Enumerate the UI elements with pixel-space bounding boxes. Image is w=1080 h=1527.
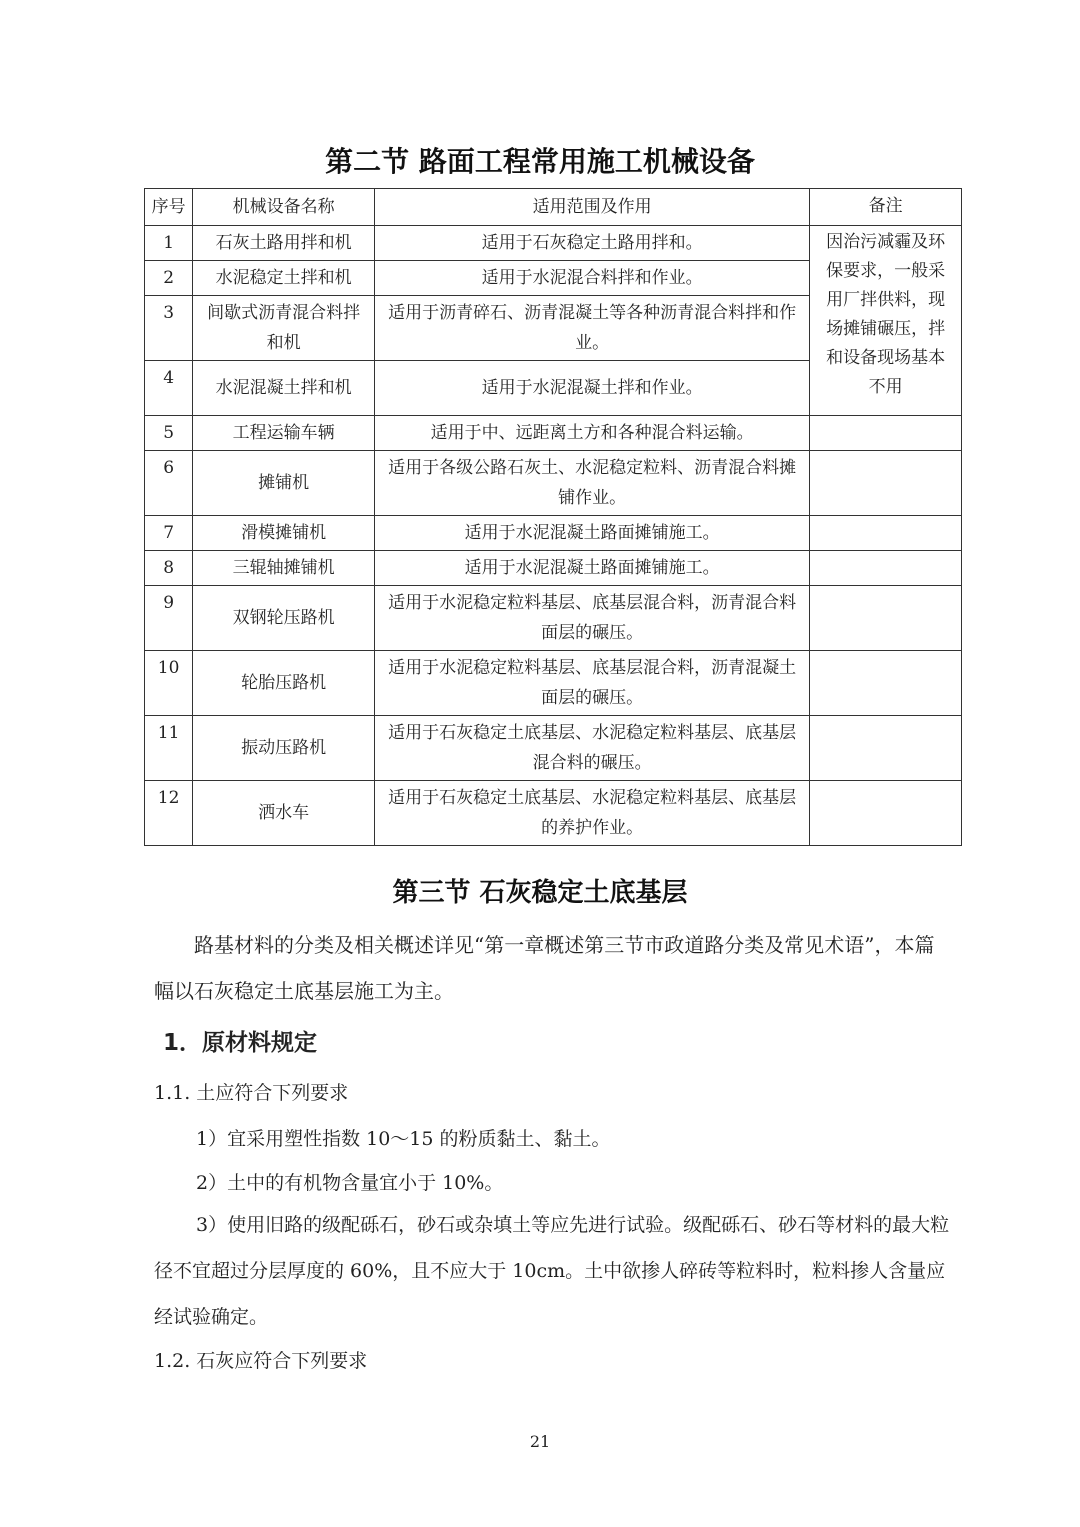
table-row bbox=[145, 516, 962, 551]
row-note bbox=[810, 551, 962, 586]
row-name: 洒水车 bbox=[193, 781, 375, 846]
table-header-row bbox=[145, 189, 962, 226]
section-2-title: 第二节 路面工程常用施工机械设备 bbox=[325, 145, 755, 178]
remark-cell: 因治污减霾及环保要求，一般采用厂拌供料，现场摊铺碾压，拌和设备现场基本不用 bbox=[810, 226, 962, 416]
row-no: 2 bbox=[145, 261, 193, 296]
row-note bbox=[810, 586, 962, 651]
row-name: 振动压路机 bbox=[193, 716, 375, 781]
row-no: 1 bbox=[145, 226, 193, 261]
table-row bbox=[145, 226, 962, 261]
row-name: 石灰土路用拌和机 bbox=[193, 226, 375, 261]
header-no: 序号 bbox=[145, 189, 193, 226]
row-name: 水泥稳定土拌和机 bbox=[193, 261, 375, 296]
row-note bbox=[810, 451, 962, 516]
row-no: 6 bbox=[145, 451, 193, 516]
row-scope: 适用于石灰稳定土底基层、水泥稳定粒料基层、底基层混合料的碾压。 bbox=[375, 716, 810, 781]
row-name: 滑模摊铺机 bbox=[193, 516, 375, 551]
row-name: 轮胎压路机 bbox=[193, 651, 375, 716]
row-no: 12 bbox=[145, 781, 193, 846]
row-scope: 适用于水泥混凝土路面摊铺施工。 bbox=[375, 516, 810, 551]
subheading-soil: 1.1. 土应符合下列要求 bbox=[154, 1082, 349, 1104]
row-scope: 适用于中、远距离土方和各种混合料运输。 bbox=[375, 416, 810, 451]
list-item: 3）使用旧路的级配砾石，砂石或杂填土等应先进行试验。级配砾石、砂石等材料的最大粒径不宜超过分层厚度的 60%，且不应大于 10cm。土中欲掺人碎砖等粒料时，粒料掺人含量应经试验确定。 bbox=[154, 1214, 950, 1328]
row-name: 双钢轮压路机 bbox=[193, 586, 375, 651]
row-no: 5 bbox=[145, 416, 193, 451]
intro-paragraph: 路基材料的分类及相关概述详见“第一章概述第三节市政道路分类及常见术语”，本篇幅以石灰稳定土底基层施工为主。 bbox=[154, 933, 935, 1003]
row-note bbox=[810, 781, 962, 846]
row-note bbox=[810, 416, 962, 451]
row-scope: 适用于水泥混凝土拌和作业。 bbox=[375, 361, 810, 416]
table-row bbox=[145, 586, 962, 651]
row-scope: 适用于水泥混凝土路面摊铺施工。 bbox=[375, 551, 810, 586]
row-scope: 适用于水泥稳定粒料基层、底基层混合料，沥青混凝土面层的碾压。 bbox=[375, 651, 810, 716]
row-scope: 适用于水泥稳定粒料基层、底基层混合料，沥青混合料面层的碾压。 bbox=[375, 586, 810, 651]
row-no: 7 bbox=[145, 516, 193, 551]
row-scope: 适用于石灰稳定土底基层、水泥稳定粒料基层、底基层的养护作业。 bbox=[375, 781, 810, 846]
row-note bbox=[810, 716, 962, 781]
page-number: 21 bbox=[529, 1432, 551, 1451]
row-no: 3 bbox=[145, 296, 193, 361]
row-scope: 适用于各级公路石灰土、水泥稳定粒料、沥青混合料摊铺作业。 bbox=[375, 451, 810, 516]
list-item: 2）土中的有机物含量宜小于 10%。 bbox=[196, 1172, 504, 1194]
row-no: 8 bbox=[145, 551, 193, 586]
heading-raw-materials: 1．原材料规定 bbox=[163, 1030, 318, 1056]
header-scope: 适用范围及作用 bbox=[375, 189, 810, 226]
row-scope: 适用于石灰稳定土路用拌和。 bbox=[375, 226, 810, 261]
row-note bbox=[810, 651, 962, 716]
row-no: 9 bbox=[145, 586, 193, 651]
row-name: 间歇式沥青混合料拌和机 bbox=[193, 296, 375, 361]
row-scope: 适用于沥青碎石、沥青混凝土等各种沥青混合料拌和作业。 bbox=[375, 296, 810, 361]
list-item: 1）宜采用塑性指数 10～15 的粉质黏土、黏土。 bbox=[196, 1128, 611, 1150]
row-note bbox=[810, 516, 962, 551]
row-name: 摊铺机 bbox=[193, 451, 375, 516]
table-row bbox=[145, 451, 962, 516]
header-note: 备注 bbox=[810, 189, 962, 226]
row-name: 水泥混凝土拌和机 bbox=[193, 361, 375, 416]
subheading-lime: 1.2. 石灰应符合下列要求 bbox=[154, 1350, 368, 1372]
row-no: 11 bbox=[145, 716, 193, 781]
table-row bbox=[145, 716, 962, 781]
table-row bbox=[145, 416, 962, 451]
table-row bbox=[145, 551, 962, 586]
header-name: 机械设备名称 bbox=[193, 189, 375, 226]
row-scope: 适用于水泥混合料拌和作业。 bbox=[375, 261, 810, 296]
table-row bbox=[145, 781, 962, 846]
row-name: 三辊轴摊铺机 bbox=[193, 551, 375, 586]
row-no: 4 bbox=[145, 361, 193, 416]
section-3-title: 第三节 石灰稳定土底基层 bbox=[392, 878, 688, 908]
row-no: 10 bbox=[145, 651, 193, 716]
equipment-table bbox=[144, 188, 962, 846]
row-name: 工程运输车辆 bbox=[193, 416, 375, 451]
table-row bbox=[145, 651, 962, 716]
